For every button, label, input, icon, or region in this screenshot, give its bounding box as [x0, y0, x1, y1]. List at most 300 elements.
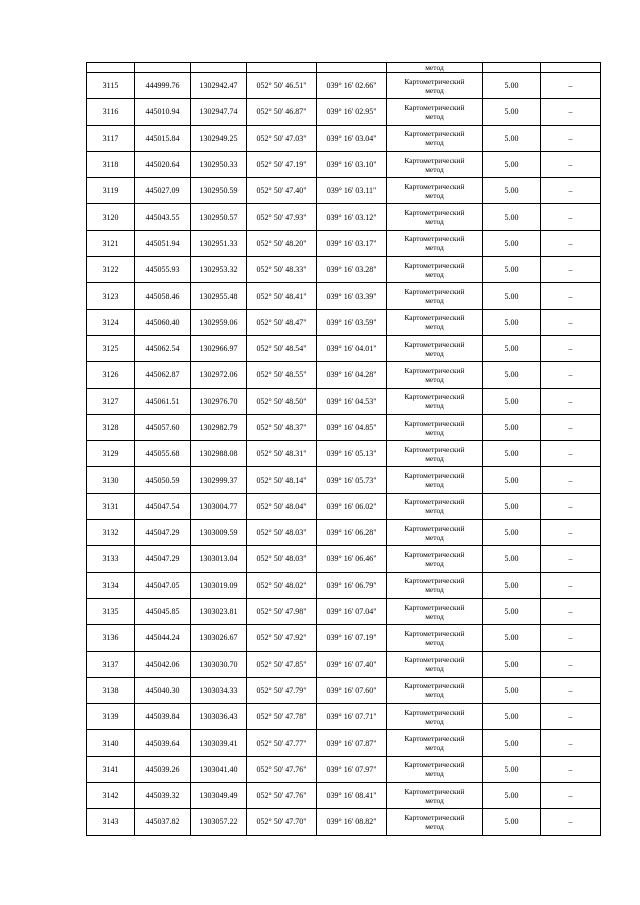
method-cell	[387, 572, 483, 598]
latitude-cell: 052° 50' 48.02"	[247, 572, 317, 598]
point-number-cell: 3125	[87, 335, 135, 361]
latitude-cell: 052° 50' 47.85"	[247, 651, 317, 677]
method-cell	[387, 230, 483, 256]
continuation-method-cell: метод	[387, 63, 483, 73]
longitude-cell: 039° 16' 03.10"	[317, 151, 387, 177]
accuracy-cell: 5.00	[483, 441, 541, 467]
note-cell: –	[541, 572, 601, 598]
latitude-cell: 052° 50' 48.03"	[247, 520, 317, 546]
longitude-cell: 039° 16' 03.39"	[317, 283, 387, 309]
y-coordinate-cell: 1303041.40	[191, 756, 247, 782]
accuracy-cell: 5.00	[483, 625, 541, 651]
method-cell	[387, 730, 483, 756]
method-line-1: Картометрический	[404, 628, 465, 638]
x-coordinate-cell: 445039.26	[135, 756, 191, 782]
longitude-cell: 039° 16' 04.01"	[317, 335, 387, 361]
method-line-2: метод	[425, 111, 444, 121]
longitude-cell: 039° 16' 07.19"	[317, 625, 387, 651]
method-cell	[387, 441, 483, 467]
method-cell	[387, 809, 483, 835]
method-cell	[387, 335, 483, 361]
method-line-2: метод	[425, 480, 444, 490]
latitude-cell: 052° 50' 48.03"	[247, 546, 317, 572]
y-coordinate-cell: 1303039.41	[191, 730, 247, 756]
method-line-1: Картометрический	[404, 102, 465, 112]
point-number-cell: 3115	[87, 73, 135, 99]
x-coordinate-cell: 445050.59	[135, 467, 191, 493]
latitude-cell: 052° 50' 48.54"	[247, 335, 317, 361]
y-coordinate-cell: 1302949.25	[191, 125, 247, 151]
method-line-2: метод	[425, 532, 444, 542]
table-row	[87, 230, 601, 256]
method-cell	[387, 467, 483, 493]
y-coordinate-cell: 1303036.43	[191, 704, 247, 730]
coordinates-table	[86, 62, 601, 836]
accuracy-cell: 5.00	[483, 99, 541, 125]
method-cell	[387, 756, 483, 782]
y-coordinate-cell: 1303026.67	[191, 625, 247, 651]
accuracy-cell: 5.00	[483, 309, 541, 335]
latitude-cell: 052° 50' 48.47"	[247, 309, 317, 335]
document-page	[86, 62, 600, 836]
latitude-cell: 052° 50' 48.41"	[247, 283, 317, 309]
method-line-1: Картометрический	[404, 76, 465, 86]
table-row	[87, 783, 601, 809]
point-number-cell: 3132	[87, 520, 135, 546]
longitude-cell: 039° 16' 03.17"	[317, 230, 387, 256]
longitude-cell: 039° 16' 06.79"	[317, 572, 387, 598]
method-line-2: метод	[425, 85, 444, 95]
note-cell: –	[541, 493, 601, 519]
table-row	[87, 99, 601, 125]
point-number-cell: 3124	[87, 309, 135, 335]
point-number-cell: 3116	[87, 99, 135, 125]
y-coordinate-cell: 1302950.33	[191, 151, 247, 177]
y-coordinate-cell: 1303009.59	[191, 520, 247, 546]
table-row	[87, 572, 601, 598]
method-line-2: метод	[425, 243, 444, 253]
x-coordinate-cell: 445047.05	[135, 572, 191, 598]
accuracy-cell: 5.00	[483, 151, 541, 177]
accuracy-cell: 5.00	[483, 230, 541, 256]
y-coordinate-cell: 1302972.06	[191, 362, 247, 388]
note-cell: –	[541, 309, 601, 335]
y-coordinate-cell: 1302950.59	[191, 178, 247, 204]
method-line-2: метод	[425, 558, 444, 568]
latitude-cell: 052° 50' 47.40"	[247, 178, 317, 204]
y-coordinate-cell: 1303004.77	[191, 493, 247, 519]
x-coordinate-cell: 445047.29	[135, 546, 191, 572]
longitude-cell: 039° 16' 07.04"	[317, 598, 387, 624]
accuracy-cell: 5.00	[483, 125, 541, 151]
note-cell: –	[541, 704, 601, 730]
x-coordinate-cell: 445062.87	[135, 362, 191, 388]
method-line-2: метод	[425, 585, 444, 595]
longitude-cell: 039° 16' 06.46"	[317, 546, 387, 572]
latitude-cell: 052° 50' 47.77"	[247, 730, 317, 756]
method-line-1: Картометрический	[404, 760, 465, 770]
table-row	[87, 546, 601, 572]
accuracy-cell: 5.00	[483, 704, 541, 730]
longitude-cell: 039° 16' 04.53"	[317, 388, 387, 414]
table-row	[87, 204, 601, 230]
y-coordinate-cell: 1302959.06	[191, 309, 247, 335]
x-coordinate-cell: 445051.94	[135, 230, 191, 256]
method-line-1: Картометрический	[404, 313, 465, 323]
method-line-1: Картометрический	[404, 129, 465, 139]
longitude-cell: 039° 16' 08.82"	[317, 809, 387, 835]
accuracy-cell: 5.00	[483, 783, 541, 809]
y-coordinate-cell: 1302988.08	[191, 441, 247, 467]
latitude-cell: 052° 50' 48.33"	[247, 257, 317, 283]
x-coordinate-cell: 445015.84	[135, 125, 191, 151]
method-line-1: Картометрический	[404, 208, 465, 218]
y-coordinate-cell: 1302955.48	[191, 283, 247, 309]
table-row	[87, 309, 601, 335]
y-coordinate-cell: 1302976.70	[191, 388, 247, 414]
note-cell: –	[541, 335, 601, 361]
method-line-1: Картометрический	[404, 444, 465, 454]
method-cell	[387, 651, 483, 677]
point-number-cell: 3131	[87, 493, 135, 519]
longitude-cell: 039° 16' 04.28"	[317, 362, 387, 388]
method-cell	[387, 178, 483, 204]
method-line-1: Картометрический	[404, 260, 465, 270]
latitude-cell: 052° 50' 48.14"	[247, 467, 317, 493]
table-row	[87, 730, 601, 756]
method-cell	[387, 309, 483, 335]
accuracy-cell: 5.00	[483, 335, 541, 361]
accuracy-cell: 5.00	[483, 598, 541, 624]
method-line-1: Картометрический	[404, 602, 465, 612]
y-coordinate-cell: 1303030.70	[191, 651, 247, 677]
method-cell	[387, 783, 483, 809]
method-line-1: Картометрический	[404, 418, 465, 428]
latitude-cell: 052° 50' 47.19"	[247, 151, 317, 177]
longitude-cell: 039° 16' 07.87"	[317, 730, 387, 756]
method-cell	[387, 73, 483, 99]
longitude-cell: 039° 16' 05.73"	[317, 467, 387, 493]
method-line-1: Картометрический	[404, 155, 465, 165]
table-row	[87, 257, 601, 283]
y-coordinate-cell: 1303019.09	[191, 572, 247, 598]
point-number-cell: 3121	[87, 230, 135, 256]
note-cell: –	[541, 783, 601, 809]
accuracy-cell: 5.00	[483, 178, 541, 204]
point-number-cell: 3117	[87, 125, 135, 151]
note-cell: –	[541, 546, 601, 572]
note-cell: –	[541, 441, 601, 467]
note-cell: –	[541, 756, 601, 782]
method-line-2: метод	[425, 401, 444, 411]
note-cell: –	[541, 730, 601, 756]
latitude-cell: 052° 50' 48.37"	[247, 414, 317, 440]
latitude-cell: 052° 50' 47.03"	[247, 125, 317, 151]
method-cell	[387, 388, 483, 414]
longitude-cell: 039° 16' 03.28"	[317, 257, 387, 283]
method-line-1: Картометрический	[404, 287, 465, 297]
method-cell	[387, 125, 483, 151]
point-number-cell: 3135	[87, 598, 135, 624]
table-body	[87, 63, 601, 836]
x-coordinate-cell: 445055.68	[135, 441, 191, 467]
note-cell: –	[541, 520, 601, 546]
y-coordinate-cell: 1302951.33	[191, 230, 247, 256]
point-number-cell: 3139	[87, 704, 135, 730]
y-coordinate-cell: 1303013.04	[191, 546, 247, 572]
table-row	[87, 125, 601, 151]
x-coordinate-cell: 445047.54	[135, 493, 191, 519]
latitude-cell: 052° 50' 48.55"	[247, 362, 317, 388]
table-row	[87, 388, 601, 414]
method-line-1: Картометрический	[404, 655, 465, 665]
point-number-cell: 3136	[87, 625, 135, 651]
note-cell: –	[541, 625, 601, 651]
method-line-2: метод	[425, 217, 444, 227]
method-line-2: метод	[425, 690, 444, 700]
y-coordinate-cell: 1302950.57	[191, 204, 247, 230]
accuracy-cell: 5.00	[483, 572, 541, 598]
method-line-1: Картометрический	[404, 365, 465, 375]
x-coordinate-cell: 445055.93	[135, 257, 191, 283]
table-row	[87, 151, 601, 177]
latitude-cell: 052° 50' 48.31"	[247, 441, 317, 467]
accuracy-cell: 5.00	[483, 362, 541, 388]
x-coordinate-cell: 445058.46	[135, 283, 191, 309]
latitude-cell: 052° 50' 47.76"	[247, 756, 317, 782]
latitude-cell: 052° 50' 48.20"	[247, 230, 317, 256]
method-cell	[387, 283, 483, 309]
method-cell	[387, 598, 483, 624]
note-cell: –	[541, 467, 601, 493]
method-line-2: метод	[425, 190, 444, 200]
method-cell	[387, 99, 483, 125]
note-cell: –	[541, 809, 601, 835]
point-number-cell: 3133	[87, 546, 135, 572]
point-number-cell: 3120	[87, 204, 135, 230]
y-coordinate-cell: 1302947.74	[191, 99, 247, 125]
longitude-cell: 039° 16' 03.12"	[317, 204, 387, 230]
accuracy-cell: 5.00	[483, 651, 541, 677]
latitude-cell: 052° 50' 47.98"	[247, 598, 317, 624]
y-coordinate-cell: 1302982.79	[191, 414, 247, 440]
note-cell: –	[541, 99, 601, 125]
table-row	[87, 362, 601, 388]
point-number-cell: 3134	[87, 572, 135, 598]
method-line-1: Картометрический	[404, 734, 465, 744]
method-line-1: Картометрический	[404, 576, 465, 586]
table-row	[87, 598, 601, 624]
note-cell: –	[541, 178, 601, 204]
table-row	[87, 467, 601, 493]
method-line-1: Картометрический	[404, 523, 465, 533]
latitude-cell: 052° 50' 47.78"	[247, 704, 317, 730]
table-row	[87, 73, 601, 99]
method-line-1: Картометрический	[404, 786, 465, 796]
method-line-2: метод	[425, 296, 444, 306]
x-coordinate-cell: 445057.60	[135, 414, 191, 440]
method-line-2: метод	[425, 769, 444, 779]
latitude-cell: 052° 50' 47.76"	[247, 783, 317, 809]
table-row	[87, 809, 601, 835]
accuracy-cell: 5.00	[483, 283, 541, 309]
point-number-cell: 3138	[87, 677, 135, 703]
method-cell	[387, 546, 483, 572]
method-cell	[387, 414, 483, 440]
method-line-2: метод	[425, 637, 444, 647]
method-cell	[387, 677, 483, 703]
method-line-2: метод	[425, 348, 444, 358]
longitude-cell: 039° 16' 08.41"	[317, 783, 387, 809]
method-line-2: метод	[425, 453, 444, 463]
method-line-2: метод	[425, 795, 444, 805]
table-row	[87, 335, 601, 361]
y-coordinate-cell: 1302942.47	[191, 73, 247, 99]
point-number-cell: 3140	[87, 730, 135, 756]
method-line-1: Картометрический	[404, 681, 465, 691]
method-cell	[387, 520, 483, 546]
x-coordinate-cell: 445039.64	[135, 730, 191, 756]
longitude-cell: 039° 16' 03.59"	[317, 309, 387, 335]
note-cell: –	[541, 73, 601, 99]
x-coordinate-cell: 445044.24	[135, 625, 191, 651]
accuracy-cell: 5.00	[483, 756, 541, 782]
table-row	[87, 756, 601, 782]
longitude-cell: 039° 16' 03.04"	[317, 125, 387, 151]
table-row	[87, 441, 601, 467]
accuracy-cell: 5.00	[483, 73, 541, 99]
longitude-cell: 039° 16' 07.40"	[317, 651, 387, 677]
latitude-cell: 052° 50' 47.93"	[247, 204, 317, 230]
table-row	[87, 677, 601, 703]
x-coordinate-cell: 445039.32	[135, 783, 191, 809]
table-row	[87, 414, 601, 440]
point-number-cell: 3128	[87, 414, 135, 440]
point-number-cell: 3142	[87, 783, 135, 809]
method-line-2: метод	[425, 664, 444, 674]
table-row	[87, 493, 601, 519]
accuracy-cell: 5.00	[483, 388, 541, 414]
x-coordinate-cell: 445039.84	[135, 704, 191, 730]
latitude-cell: 052° 50' 46.87"	[247, 99, 317, 125]
accuracy-cell: 5.00	[483, 257, 541, 283]
table-row	[87, 283, 601, 309]
method-cell	[387, 257, 483, 283]
accuracy-cell: 5.00	[483, 467, 541, 493]
longitude-cell: 039° 16' 07.97"	[317, 756, 387, 782]
method-cell	[387, 704, 483, 730]
note-cell: –	[541, 204, 601, 230]
point-number-cell: 3141	[87, 756, 135, 782]
longitude-cell: 039° 16' 02.95"	[317, 99, 387, 125]
point-number-cell: 3126	[87, 362, 135, 388]
method-line-2: метод	[425, 611, 444, 621]
point-number-cell: 3130	[87, 467, 135, 493]
point-number-cell: 3118	[87, 151, 135, 177]
y-coordinate-cell: 1303023.81	[191, 598, 247, 624]
method-line-2: метод	[425, 716, 444, 726]
point-number-cell: 3129	[87, 441, 135, 467]
method-line-2: метод	[425, 164, 444, 174]
table-row	[87, 704, 601, 730]
table-row	[87, 520, 601, 546]
y-coordinate-cell: 1303049.49	[191, 783, 247, 809]
y-coordinate-cell: 1302966.97	[191, 335, 247, 361]
method-line-2: метод	[425, 269, 444, 279]
method-line-2: метод	[425, 821, 444, 831]
method-line-1: Картометрический	[404, 181, 465, 191]
x-coordinate-cell: 445037.82	[135, 809, 191, 835]
point-number-cell: 3127	[87, 388, 135, 414]
accuracy-cell: 5.00	[483, 520, 541, 546]
y-coordinate-cell: 1302999.37	[191, 467, 247, 493]
x-coordinate-cell: 444999.76	[135, 73, 191, 99]
method-line-2: метод	[425, 374, 444, 384]
latitude-cell: 052° 50' 47.79"	[247, 677, 317, 703]
x-coordinate-cell: 445040.30	[135, 677, 191, 703]
table-row	[87, 178, 601, 204]
note-cell: –	[541, 283, 601, 309]
method-line-2: метод	[425, 506, 444, 516]
longitude-cell: 039° 16' 05.13"	[317, 441, 387, 467]
continuation-row	[87, 63, 601, 73]
latitude-cell: 052° 50' 47.70"	[247, 809, 317, 835]
x-coordinate-cell: 445047.29	[135, 520, 191, 546]
longitude-cell: 039° 16' 04.85"	[317, 414, 387, 440]
longitude-cell: 039° 16' 06.02"	[317, 493, 387, 519]
note-cell: –	[541, 651, 601, 677]
method-line-2: метод	[425, 138, 444, 148]
accuracy-cell: 5.00	[483, 546, 541, 572]
note-cell: –	[541, 230, 601, 256]
point-number-cell: 3123	[87, 283, 135, 309]
note-cell: –	[541, 151, 601, 177]
x-coordinate-cell: 445010.94	[135, 99, 191, 125]
method-cell	[387, 362, 483, 388]
x-coordinate-cell: 445045.85	[135, 598, 191, 624]
method-line-2: метод	[425, 322, 444, 332]
note-cell: –	[541, 598, 601, 624]
y-coordinate-cell: 1303057.22	[191, 809, 247, 835]
method-line-1: Картометрический	[404, 471, 465, 481]
latitude-cell: 052° 50' 48.04"	[247, 493, 317, 519]
accuracy-cell: 5.00	[483, 414, 541, 440]
longitude-cell: 039° 16' 07.60"	[317, 677, 387, 703]
method-cell	[387, 204, 483, 230]
accuracy-cell: 5.00	[483, 677, 541, 703]
method-line-1: Картометрический	[404, 234, 465, 244]
x-coordinate-cell: 445042.06	[135, 651, 191, 677]
table-row	[87, 625, 601, 651]
x-coordinate-cell: 445043.55	[135, 204, 191, 230]
longitude-cell: 039° 16' 03.11"	[317, 178, 387, 204]
longitude-cell: 039° 16' 07.71"	[317, 704, 387, 730]
x-coordinate-cell: 445061.51	[135, 388, 191, 414]
note-cell: –	[541, 125, 601, 151]
accuracy-cell: 5.00	[483, 493, 541, 519]
note-cell: –	[541, 362, 601, 388]
method-line-2: метод	[425, 743, 444, 753]
x-coordinate-cell: 445027.09	[135, 178, 191, 204]
latitude-cell: 052° 50' 47.92"	[247, 625, 317, 651]
method-line-1: Картометрический	[404, 497, 465, 507]
method-line-1: Картометрический	[404, 812, 465, 822]
latitude-cell: 052° 50' 48.50"	[247, 388, 317, 414]
x-coordinate-cell: 445060.40	[135, 309, 191, 335]
method-line-1: Картометрический	[404, 392, 465, 402]
method-cell	[387, 625, 483, 651]
x-coordinate-cell: 445062.54	[135, 335, 191, 361]
